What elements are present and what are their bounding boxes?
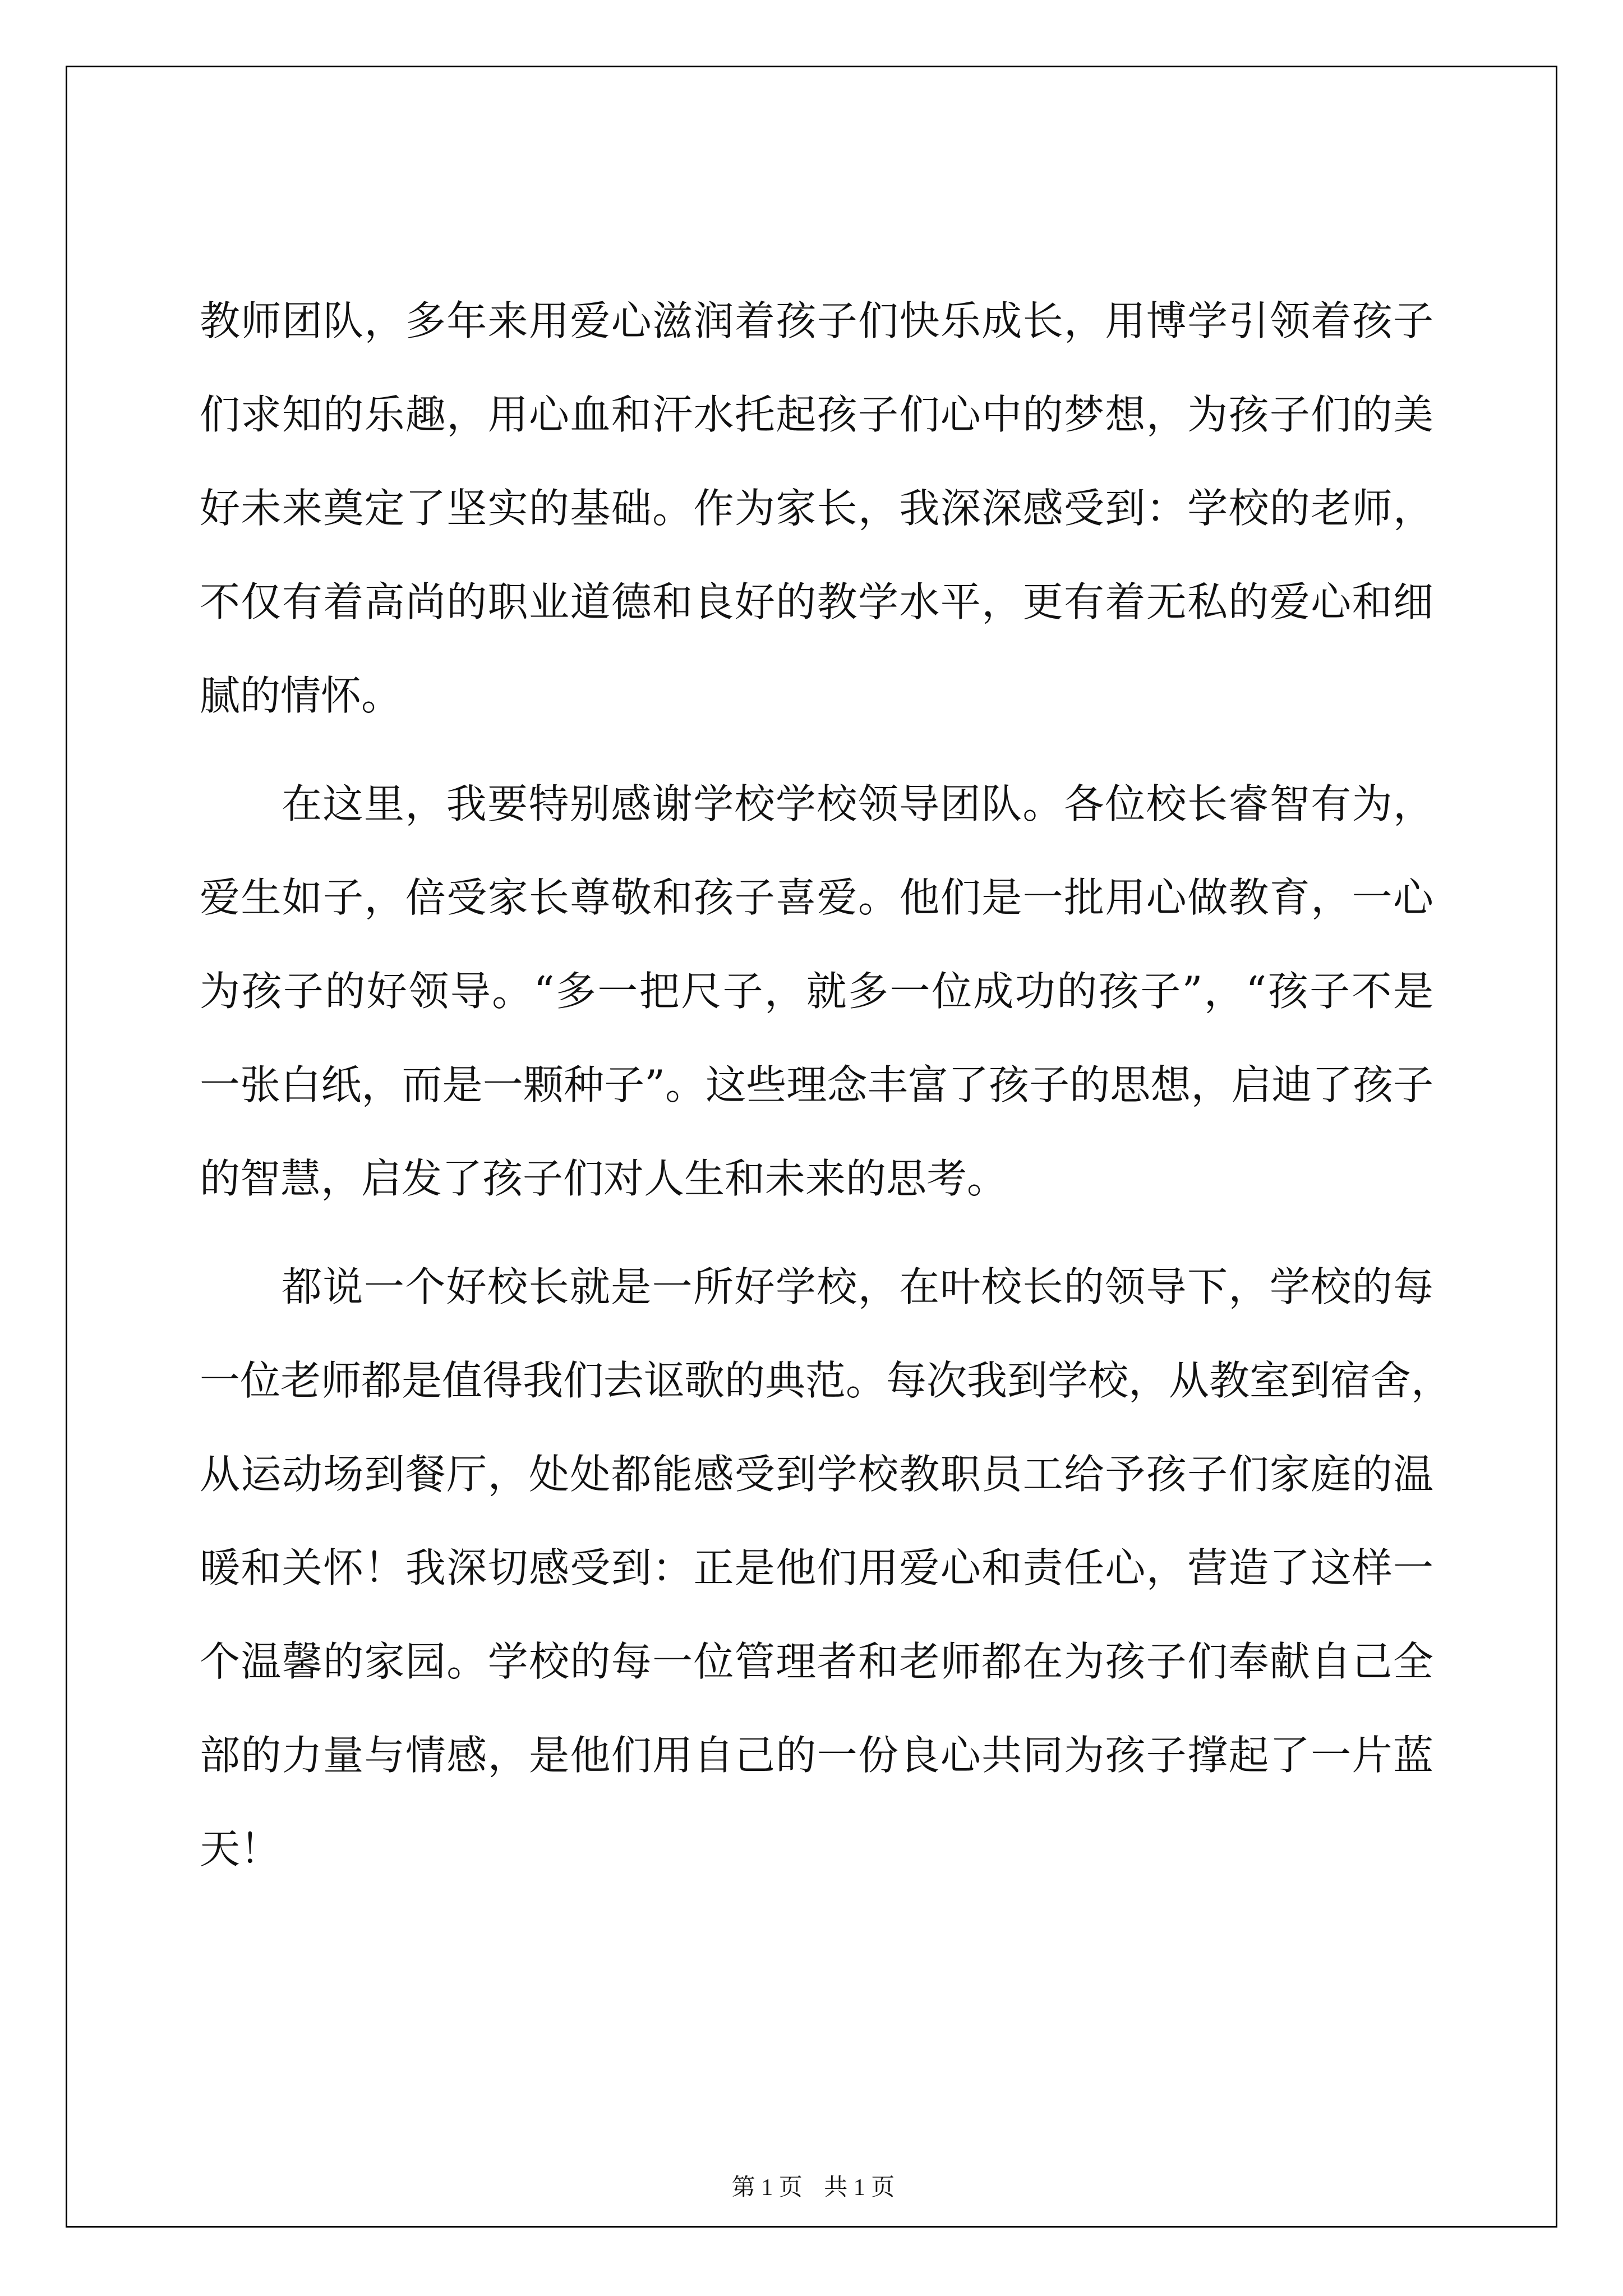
text-line: 们求知的乐趣，用心血和汗水托起孩子们心中的梦想，为孩子们的美 (200, 391, 1433, 438)
text-line: 天！ (200, 1825, 281, 1872)
text-line: 个温馨的家园。学校的每一位管理者和老师都在为孩子们奉献自己全 (200, 1638, 1433, 1685)
text-line: 一位老师都是值得我们去讴歌的典范。每次我到学校，从教室到宿舍， (200, 1357, 1452, 1404)
page-footer (67, 2171, 1559, 2205)
text-line: 暖和关怀！我深切感受到：正是他们用爱心和责任心，营造了这样一 (200, 1544, 1433, 1591)
text-line: 腻的情怀。 (200, 672, 402, 719)
page-number: 第 1 页 (731, 2175, 803, 2201)
text-line: 一张白纸，而是一颗种子”。这些理念丰富了孩子的思想，启迪了孩子 (200, 1061, 1433, 1108)
text-line: 好未来奠定了坚实的基础。作为家长，我深深感受到：学校的老师， (200, 485, 1433, 532)
page-total: 共 1 页 (824, 2175, 895, 2201)
text-line: 的智慧，启发了孩子们对人生和未来的思考。 (200, 1155, 1008, 1202)
text-line: 从运动场到餐厅，处处都能感受到学校教职员工给予孩子们家庭的温 (200, 1451, 1433, 1498)
text-line: 部的力量与情感，是他们用自己的一份良心共同为孩子撑起了一片蓝 (200, 1732, 1433, 1779)
text-line: 不仅有着高尚的职业道德和良好的教学水平，更有着无私的爱心和细 (200, 578, 1433, 625)
text-line: 在这里，我要特别感谢学校学校领导团队。各位校长睿智有为， (282, 780, 1433, 827)
text-line: 爱生如子，倍受家长尊敬和孩子喜爱。他们是一批用心做教育，一心 (200, 874, 1433, 921)
text-line: 都说一个好校长就是一所好学校，在叶校长的领导下，学校的每 (282, 1263, 1433, 1310)
text-line: 为孩子的好领导。“多一把尺子，就多一位成功的孩子”，“孩子不是 (200, 968, 1433, 1015)
text-line: 教师团队，多年来用爱心滋润着孩子们快乐成长，用博学引领着孩子 (200, 297, 1433, 344)
page-frame (66, 66, 1557, 2228)
